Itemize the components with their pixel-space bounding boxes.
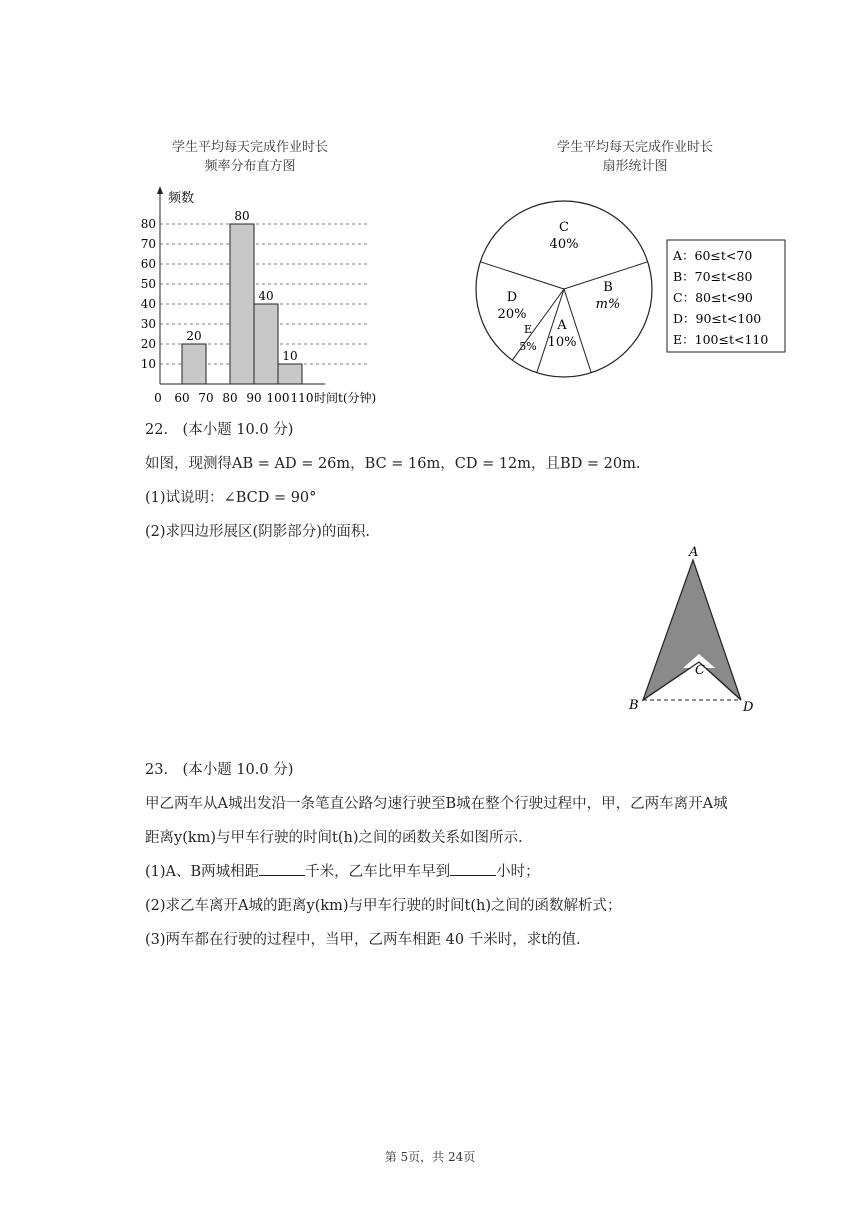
pie-slice-percent: 20% bbox=[497, 307, 527, 322]
histogram-title bbox=[140, 138, 360, 176]
answer-blank-1[interactable] bbox=[259, 861, 305, 876]
pie-slice-letter: C bbox=[559, 220, 569, 235]
histogram-bar bbox=[254, 304, 278, 384]
pie-slice-letter: E bbox=[523, 323, 533, 336]
q22-line1: 如图，现测得AB = AD = 26m，BC = 16m，CD = 12m，且BD = 20m. bbox=[145, 456, 641, 472]
pie-title bbox=[525, 138, 745, 176]
y-tick-label: 80 bbox=[140, 217, 156, 231]
q23-part3: (3)两车都在行驶的过程中，当甲，乙两车相距 40 千米时，求t的值. bbox=[145, 932, 581, 948]
pie-legend-item: D：90≤t<100 bbox=[673, 311, 762, 326]
pie-legend-item: B：70≤t<80 bbox=[673, 269, 753, 284]
y-tick-label: 40 bbox=[140, 297, 156, 311]
histogram-bar bbox=[278, 364, 302, 384]
pie-slice-letter: A bbox=[557, 318, 567, 333]
shaded-region bbox=[643, 560, 741, 700]
label-a: A bbox=[689, 545, 699, 560]
histogram-bar bbox=[230, 224, 254, 384]
pie-legend-item: C：80≤t<90 bbox=[673, 290, 753, 305]
x-tick-label: 100 bbox=[266, 391, 290, 405]
label-d: D bbox=[743, 700, 754, 715]
pie-slice-percent: 5% bbox=[519, 340, 537, 353]
pie-slice-percent: m% bbox=[595, 297, 621, 312]
bar-value-label: 40 bbox=[258, 289, 274, 303]
y-tick-label: 50 bbox=[140, 277, 156, 291]
q22-part1: (1)试说明：∠BCD = 90° bbox=[145, 490, 317, 506]
y-tick-label: 60 bbox=[140, 257, 156, 271]
q22-part2: (2)求四边形展区(阴影部分)的面积. bbox=[145, 524, 370, 540]
q23-part1 bbox=[145, 860, 540, 881]
pie-title-line2: 扇形统计图 bbox=[602, 159, 668, 174]
x-tick-label: 80 bbox=[222, 391, 238, 405]
q22-header: 22. (本小题 10.0 分) bbox=[145, 422, 294, 438]
q23-part2: (2)求乙车离开A城的距离y(km)与甲车行驶的时间t(h)之间的函数解析式； bbox=[145, 898, 622, 914]
x-tick-label: 110 bbox=[290, 391, 314, 405]
pie-title-line1: 学生平均每天完成作业时长 bbox=[556, 140, 713, 155]
pie-legend-item: E：100≤t<110 bbox=[673, 332, 769, 347]
q23-part1-b: 千米，乙车比甲车早到 bbox=[305, 864, 451, 880]
x-axis-label: 时间t(分钟) bbox=[314, 391, 377, 405]
label-b: B bbox=[629, 698, 639, 713]
pie-slice-letter: B bbox=[603, 280, 613, 295]
q23-line2: 距离y(km)与甲车行驶的时间t(h)之间的函数关系如图所示. bbox=[145, 830, 523, 846]
q23-part1-a: (1)A、B两城相距 bbox=[145, 864, 260, 880]
pie-chart bbox=[470, 195, 790, 385]
pie-legend-item: A：60≤t<70 bbox=[673, 248, 753, 263]
y-axis-label: 频数 bbox=[168, 191, 195, 206]
quadrilateral-figure bbox=[625, 540, 765, 720]
pie-slice-percent: 10% bbox=[547, 335, 577, 350]
x-tick-label: 60 bbox=[174, 391, 190, 405]
y-tick-label: 70 bbox=[140, 237, 156, 251]
page-footer: 第 5页，共 24页 bbox=[384, 1150, 476, 1164]
q23-part1-c: 小时； bbox=[496, 864, 540, 880]
x-tick-label: 70 bbox=[198, 391, 214, 405]
bar-value-label: 20 bbox=[186, 329, 202, 343]
histogram-title-line1: 学生平均每天完成作业时长 bbox=[171, 140, 328, 155]
bar-value-label: 80 bbox=[234, 209, 250, 223]
q23-header: 23. (本小题 10.0 分) bbox=[145, 762, 294, 778]
y-axis-arrow bbox=[157, 186, 163, 194]
histogram-title-line2: 频率分布直方图 bbox=[204, 159, 296, 174]
x-tick-label: 0 bbox=[154, 391, 162, 405]
y-tick-label: 10 bbox=[140, 357, 156, 371]
label-c: C bbox=[695, 663, 705, 678]
y-tick-label: 30 bbox=[140, 317, 156, 331]
q23-line1: 甲乙两车从A城出发沿一条笔直公路匀速行驶至B城在整个行驶过程中，甲，乙两车离开A城 bbox=[145, 796, 728, 812]
pie-slice-percent: 40% bbox=[549, 237, 579, 252]
pie-slice-letter: D bbox=[506, 290, 518, 305]
answer-blank-2[interactable] bbox=[450, 861, 496, 876]
histogram-bar bbox=[182, 344, 206, 384]
histogram-chart bbox=[130, 180, 410, 410]
x-tick-label: 90 bbox=[246, 391, 262, 405]
y-tick-label: 20 bbox=[140, 337, 156, 351]
bar-value-label: 10 bbox=[282, 349, 298, 363]
